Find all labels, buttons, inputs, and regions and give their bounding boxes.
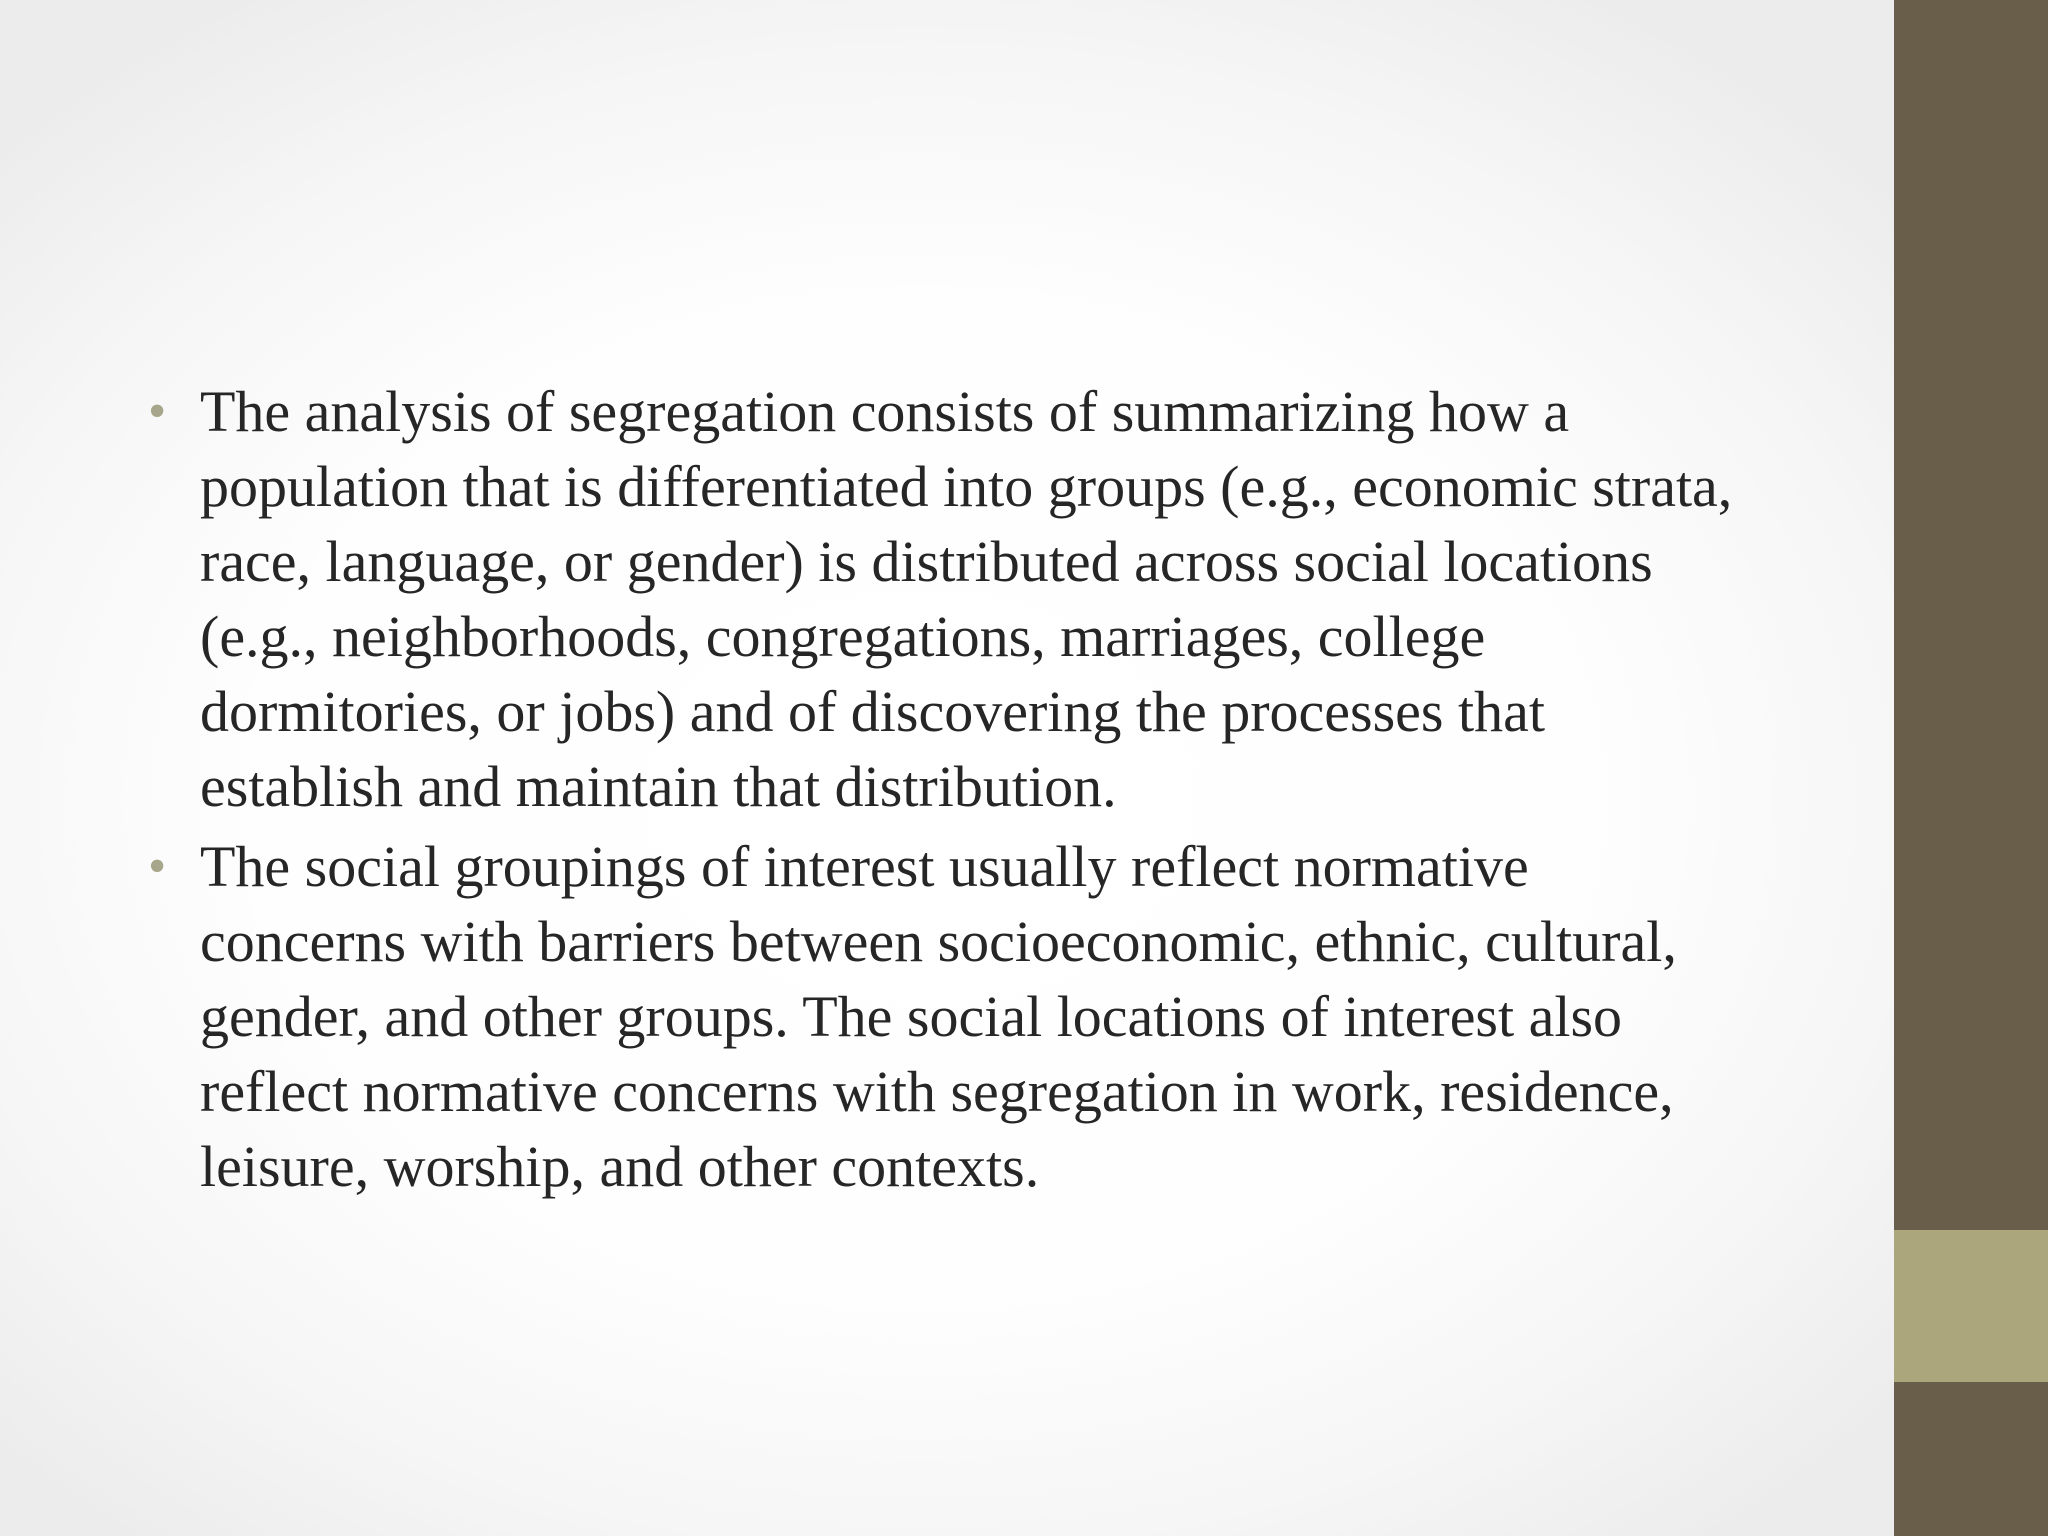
bullet-text: The analysis of segregation consists of summarizing how a population that is differentiated into groups (e.g., economic strata, race, language, or gender) is distributed across social locations (e.g., neighborhoods, congregations, marriages, college dormitories, or jobs) and of discovering the processes that establish and maintain that distribution. — [200, 379, 1733, 819]
sidebar-accent-block — [1894, 1230, 2048, 1382]
bullet-marker: • — [148, 383, 167, 440]
bullet-item-2 — [148, 829, 1748, 1204]
bullet-item-1 — [148, 374, 1748, 824]
slide-content — [148, 374, 1748, 1209]
right-sidebar-bar — [1894, 0, 2048, 1536]
bullet-marker: • — [148, 838, 167, 895]
bullet-list — [148, 374, 1748, 1204]
bullet-text: The social groupings of interest usually reflect normative concerns with barriers between socioeconomic, ethnic, cultural, gender, and other groups. The social locations of interest also reflect normative concerns with segregation in work, residence, leisure, worship, and other contexts. — [200, 834, 1677, 1199]
